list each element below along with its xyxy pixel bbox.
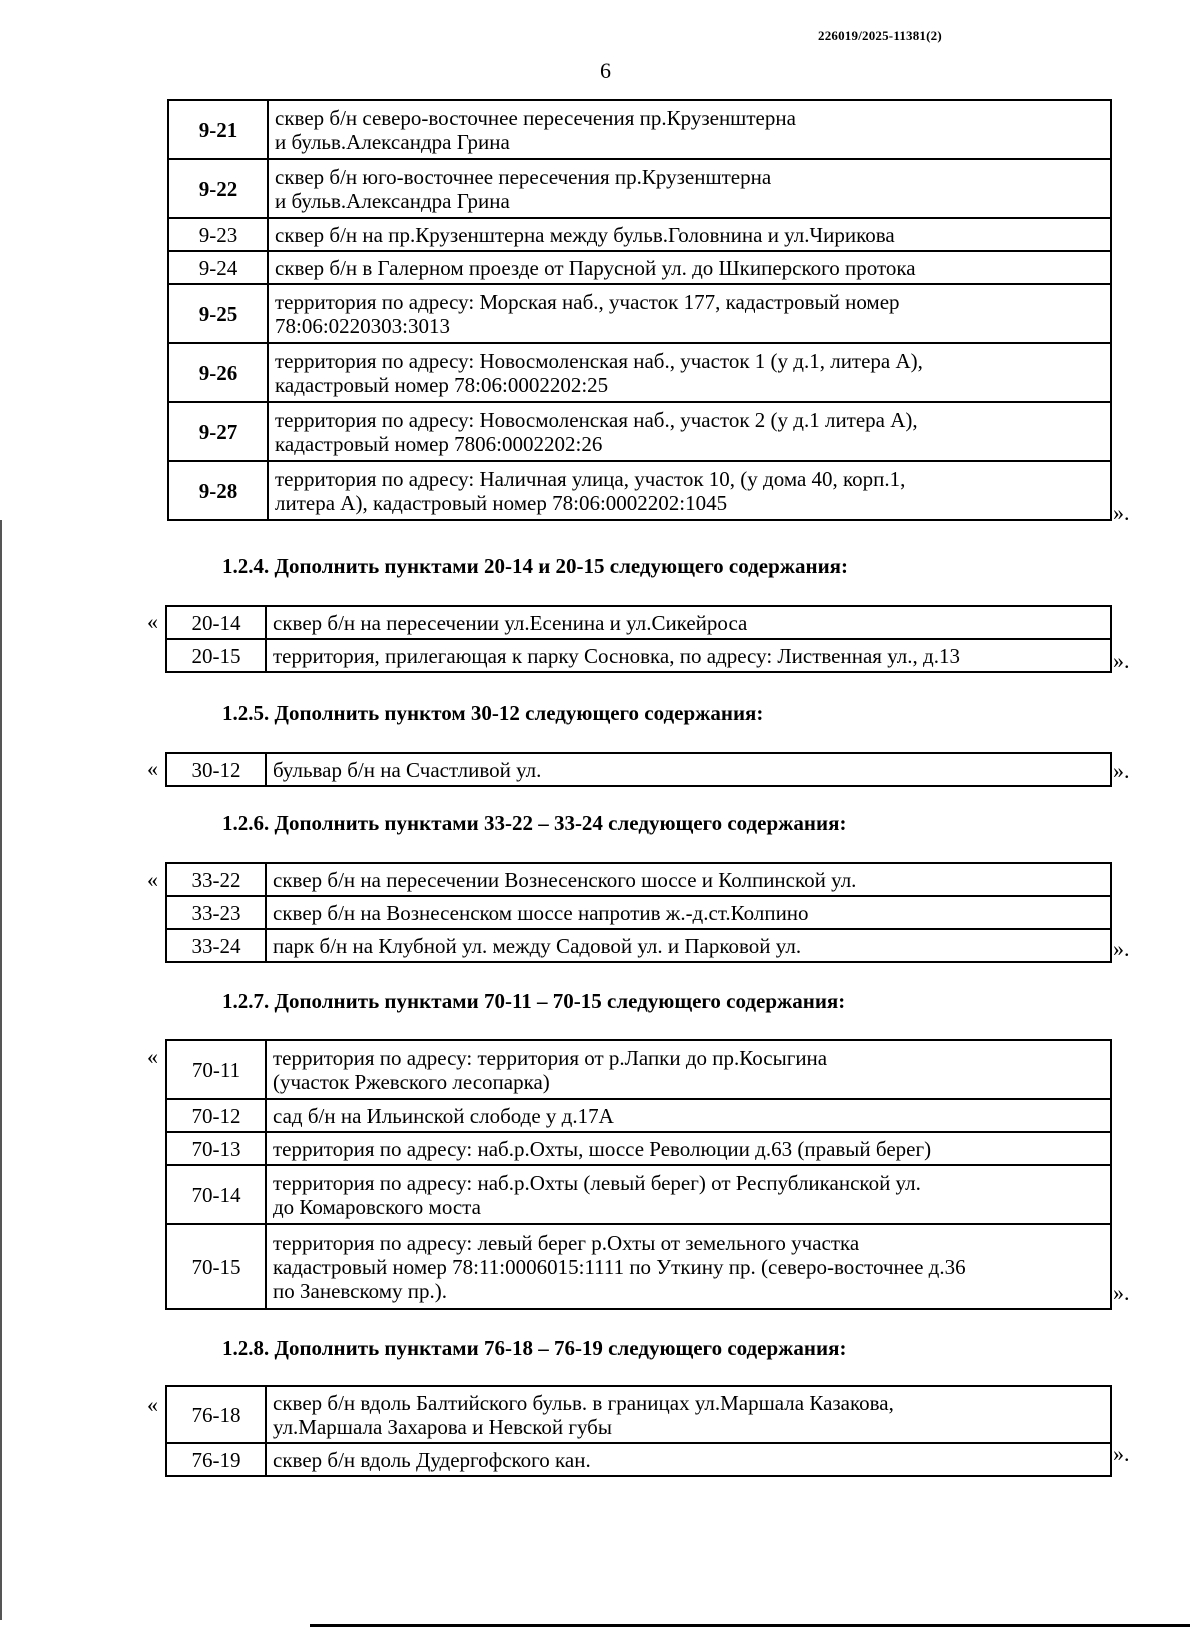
desc-line: территория по адресу: левый берег р.Охты от земельного участка bbox=[273, 1230, 860, 1255]
table-row bbox=[166, 896, 1111, 929]
table-row bbox=[166, 1040, 1111, 1099]
desc-line: территория по адресу: Наличная улица, участок 10, (у дома 40, корп.1, bbox=[275, 466, 906, 491]
section-heading: 1.2.6. Дополнить пунктами 33-22 – 33-24 следующего содержания: bbox=[222, 811, 847, 835]
table-items-76 bbox=[165, 1385, 1112, 1477]
item-number: 70-11 bbox=[166, 1040, 266, 1099]
item-number: 9-26 bbox=[168, 343, 268, 402]
desc-line: кадастровый номер 7806:0002202:26 bbox=[275, 431, 603, 456]
item-number: 9-25 bbox=[168, 284, 268, 343]
item-description: территория по адресу: наб.р.Охты, шоссе Революции д.63 (правый берег) bbox=[266, 1132, 1111, 1165]
item-number: 70-14 bbox=[166, 1165, 266, 1224]
opening-quote: « bbox=[147, 609, 158, 634]
opening-quote: « bbox=[147, 867, 158, 892]
item-description bbox=[268, 461, 1111, 520]
item-number: 9-23 bbox=[168, 218, 268, 251]
desc-line: (участок Ржевского лесопарка) bbox=[273, 1069, 550, 1094]
item-number: 33-24 bbox=[166, 929, 266, 962]
closing-quote: ». bbox=[1113, 1441, 1130, 1466]
section-heading: 1.2.5. Дополнить пунктом 30-12 следующего содержания: bbox=[222, 701, 764, 725]
desc-line: сквер б/н северо-восточнее пересечения пр.Крузенштерна bbox=[275, 105, 796, 130]
closing-quote: ». bbox=[1113, 1280, 1130, 1305]
item-number: 9-22 bbox=[168, 159, 268, 218]
item-number: 20-14 bbox=[166, 606, 266, 639]
table-row bbox=[168, 461, 1111, 520]
table-row bbox=[166, 606, 1111, 639]
desc-line: кадастровый номер 78:06:0002202:25 bbox=[275, 372, 609, 397]
table-row bbox=[166, 1443, 1111, 1476]
desc-line: территория по адресу: Новосмоленская наб., участок 2 (у д.1 литера А), bbox=[275, 407, 918, 432]
closing-quote: ». bbox=[1113, 758, 1130, 783]
desc-line: территория по адресу: наб.р.Охты (левый берег) от Республиканской ул. bbox=[273, 1170, 921, 1195]
desc-line: литера А), кадастровый номер 78:06:0002202:1045 bbox=[275, 490, 728, 515]
table-row bbox=[168, 402, 1111, 461]
table-row bbox=[168, 343, 1111, 402]
table-items-33 bbox=[165, 862, 1112, 963]
item-number: 76-18 bbox=[166, 1386, 266, 1443]
item-description bbox=[268, 402, 1111, 461]
desc-line: территория по адресу: территория от р.Лапки до пр.Косыгина bbox=[273, 1045, 828, 1070]
item-number: 9-28 bbox=[168, 461, 268, 520]
item-description: сквер б/н вдоль Дудергофского кан. bbox=[266, 1443, 1111, 1476]
table-row bbox=[168, 159, 1111, 218]
desc-line: территория по адресу: Морская наб., участок 177, кадастровый номер bbox=[275, 289, 900, 314]
desc-line: 78:06:0220303:3013 bbox=[275, 313, 451, 338]
item-number: 70-13 bbox=[166, 1132, 266, 1165]
opening-quote: « bbox=[147, 756, 158, 781]
item-description bbox=[266, 1224, 1111, 1309]
item-number: 70-15 bbox=[166, 1224, 266, 1309]
item-number: 33-22 bbox=[166, 863, 266, 896]
table-row bbox=[166, 1386, 1111, 1443]
table-items-30 bbox=[165, 752, 1112, 787]
item-description bbox=[268, 159, 1111, 218]
table-row bbox=[166, 929, 1111, 962]
table-row bbox=[166, 1165, 1111, 1224]
desc-line: до Комаровского моста bbox=[273, 1194, 481, 1219]
desc-line: территория по адресу: Новосмоленская наб., участок 1 (у д.1, литера А), bbox=[275, 348, 923, 373]
section-heading: 1.2.4. Дополнить пунктами 20-14 и 20-15 следующего содержания: bbox=[222, 554, 849, 578]
table-row bbox=[166, 1099, 1111, 1132]
table-items-9 bbox=[167, 99, 1112, 521]
item-number: 33-23 bbox=[166, 896, 266, 929]
item-description: территория, прилегающая к парку Сосновка, по адресу: Лиственная ул., д.13 bbox=[266, 639, 1111, 672]
table-row bbox=[168, 218, 1111, 251]
item-description bbox=[266, 1386, 1111, 1443]
table-row bbox=[166, 639, 1111, 672]
item-description: сквер б/н на пр.Крузенштерна между бульв.Головнина и ул.Чирикова bbox=[268, 218, 1111, 251]
scan-left-edge bbox=[0, 0, 4, 1627]
table-row bbox=[166, 1132, 1111, 1165]
item-description bbox=[268, 284, 1111, 343]
item-description: бульвар б/н на Счастливой ул. bbox=[266, 753, 1111, 786]
item-number: 9-21 bbox=[168, 100, 268, 159]
table-items-70 bbox=[165, 1039, 1112, 1310]
item-description bbox=[266, 1040, 1111, 1099]
desc-line: кадастровый номер 78:11:0006015:1111 по Уткину пр. (северо-восточнее д.36 bbox=[273, 1254, 966, 1279]
table-row bbox=[166, 863, 1111, 896]
item-description: сад б/н на Ильинской слободе у д.17А bbox=[266, 1099, 1111, 1132]
table-row bbox=[168, 100, 1111, 159]
item-description bbox=[268, 100, 1111, 159]
opening-quote: « bbox=[147, 1044, 158, 1069]
item-description: сквер б/н на Вознесенском шоссе напротив ж.-д.ст.Колпино bbox=[266, 896, 1111, 929]
desc-line: сквер б/н юго-восточнее пересечения пр.Крузенштерна bbox=[275, 164, 772, 189]
closing-quote: ». bbox=[1113, 648, 1130, 673]
item-description bbox=[266, 1165, 1111, 1224]
closing-quote: ». bbox=[1113, 936, 1130, 961]
item-description bbox=[268, 343, 1111, 402]
item-description: парк б/н на Клубной ул. между Садовой ул. и Парковой ул. bbox=[266, 929, 1111, 962]
section-heading: 1.2.7. Дополнить пунктами 70-11 – 70-15 следующего содержания: bbox=[222, 989, 846, 1013]
opening-quote: « bbox=[147, 1392, 158, 1417]
table-row bbox=[166, 1224, 1111, 1309]
item-number: 76-19 bbox=[166, 1443, 266, 1476]
item-description: сквер б/н в Галерном проезде от Парусной ул. до Шкиперского протока bbox=[268, 251, 1111, 284]
table-row bbox=[166, 753, 1111, 786]
section-heading: 1.2.8. Дополнить пунктами 76-18 – 76-19 следующего содержания: bbox=[222, 1336, 847, 1360]
table-items-20 bbox=[165, 605, 1112, 673]
item-description: сквер б/н на пересечении ул.Есенина и ул.Сикейроса bbox=[266, 606, 1111, 639]
item-number: 30-12 bbox=[166, 753, 266, 786]
page-number: 6 bbox=[600, 58, 611, 83]
closing-quote: ». bbox=[1113, 500, 1130, 525]
document-id: 226019/2025-11381(2) bbox=[818, 28, 942, 43]
table-row bbox=[168, 251, 1111, 284]
item-number: 20-15 bbox=[166, 639, 266, 672]
item-number: 9-24 bbox=[168, 251, 268, 284]
item-number: 70-12 bbox=[166, 1099, 266, 1132]
table-row bbox=[168, 284, 1111, 343]
desc-line: сквер б/н вдоль Балтийского бульв. в границах ул.Маршала Казакова, bbox=[273, 1390, 894, 1415]
item-number: 9-27 bbox=[168, 402, 268, 461]
item-description: сквер б/н на пересечении Вознесенского шоссе и Колпинской ул. bbox=[266, 863, 1111, 896]
desc-line: по Заневскому пр.). bbox=[273, 1278, 448, 1303]
desc-line: и бульв.Александра Грина bbox=[275, 129, 510, 154]
desc-line: и бульв.Александра Грина bbox=[275, 188, 510, 213]
desc-line: ул.Маршала Захарова и Невской губы bbox=[273, 1414, 612, 1439]
